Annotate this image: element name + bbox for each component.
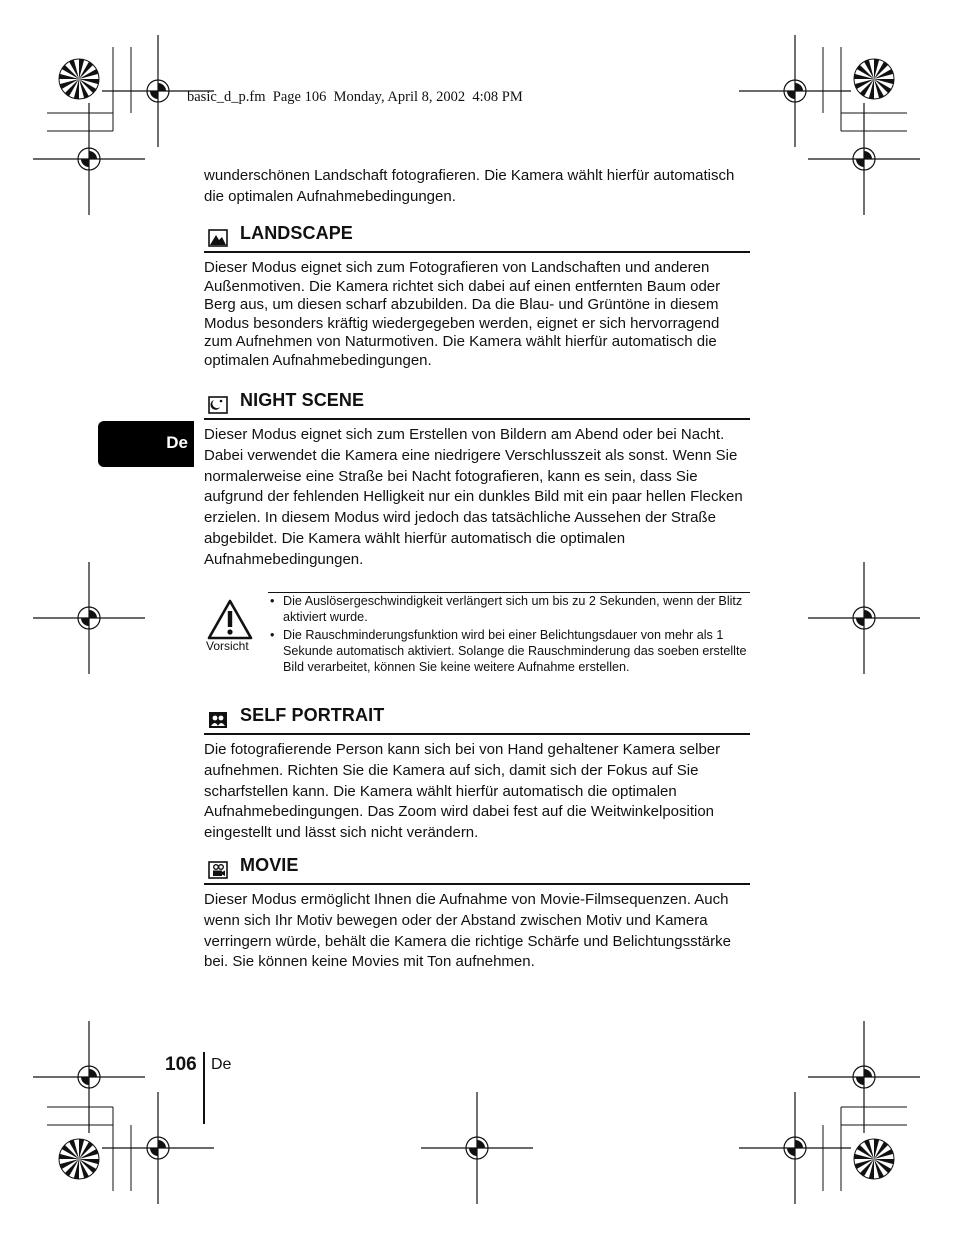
crosshair-mark xyxy=(739,35,851,147)
starburst-mark xyxy=(854,1139,894,1179)
intro-text: wunderschönen Landschaft fotografieren. Die Kamera wählt hierfür automatisch die optimalen Aufnahmebedingungen. xyxy=(204,167,735,205)
crosshair-mark xyxy=(808,562,920,674)
footer-divider xyxy=(203,1052,205,1124)
landscape-title: LANDSCAPE xyxy=(240,223,353,243)
starburst-mark xyxy=(854,59,894,99)
crosshair-mark xyxy=(421,1092,533,1204)
landscape-heading xyxy=(204,221,750,253)
landscape-body xyxy=(204,259,751,371)
starburst-mark xyxy=(59,1139,99,1179)
self-portrait-heading xyxy=(204,703,750,735)
crosshair-mark xyxy=(808,1021,920,1133)
file-slug: basic_d_p.fm Page 106 Monday, April 8, 2002 4:08 PM xyxy=(187,89,523,105)
movie-icon xyxy=(208,861,228,879)
self-portrait-title: SELF PORTRAIT xyxy=(240,705,385,725)
crosshair-mark xyxy=(33,1021,145,1133)
intro-paragraph xyxy=(204,166,751,208)
night-scene-heading xyxy=(204,388,750,420)
caution-list xyxy=(268,593,750,677)
landscape-text: Dieser Modus eignet sich zum Fotografieren von Landschaften und anderen Außenmotiven. Die Kamera richtet sich dabei auf einen entfernten Baum oder Berg aus, um diesen scharf abzubilden. Da die Blau- und Grüntöne in diesem Modus besonders kräftig wiedergegeben werden, eignet er sich hervorragend zum Aufnehmen von Naturmotiven. Die Kamera wählt hierfür automatisch die optimalen Aufnahmebedingungen. xyxy=(204,259,721,369)
warning-triangle-icon xyxy=(206,598,254,642)
movie-body xyxy=(204,890,751,973)
crosshair-mark xyxy=(33,103,145,215)
crosshair-mark xyxy=(739,1092,851,1204)
night-scene-title: NIGHT SCENE xyxy=(240,390,365,410)
self-portrait-icon xyxy=(208,711,228,729)
footer-language: De xyxy=(211,1056,232,1073)
crosshair-mark xyxy=(33,562,145,674)
movie-heading xyxy=(204,853,750,885)
movie-text: Dieser Modus ermöglicht Ihnen die Aufnahme von Movie-Filmsequenzen. Auch wenn sich Ihr Motiv bewegen oder der Abstand zwischen Motiv und Kamera verringern würde, behält die Kamera die richtige Schärfe und Belichtungsstärke bei. Sie können keine Movies mit Ton aufnehmen. xyxy=(204,891,731,971)
page-number: 106 xyxy=(165,1054,197,1075)
movie-title: MOVIE xyxy=(240,855,299,875)
crosshair-mark xyxy=(808,103,920,215)
self-portrait-body xyxy=(204,740,751,844)
night-scene-icon xyxy=(208,396,228,414)
language-tab xyxy=(98,421,194,467)
landscape-icon xyxy=(208,229,228,247)
self-portrait-text: Die fotografierende Person kann sich bei von Hand gehaltener Kamera selber aufnehmen. Richten Sie die Kamera auf sich, damit sich der Fokus auf Sie scharfstellen kann. Die Kamera wählt hierfür automatisch die optimalen Aufnahmebedingungen. Das Zoom wird dabei fest auf die Weitwinkelposition eingestellt und lässt sich nicht verändern. xyxy=(204,741,721,842)
language-tab-label: De xyxy=(166,433,188,452)
starburst-mark xyxy=(59,59,99,99)
list-item: • Die Auslösergeschwindigkeit verlängert sich um bis zu 2 Sekunden, wenn der Blitz aktiviert wurde. xyxy=(268,593,750,625)
caution-label: Vorsicht xyxy=(206,639,249,653)
list-item: • Die Rauschminderungsfunktion wird bei einer Belichtungsdauer von mehr als 1 Sekunde automatisch aktiviert. Solange die Rauschminderung das soeben erstellte Bild verarbeitet, können Sie keine weitere Aufnahme erstellen. xyxy=(268,627,750,675)
night-scene-text: Dieser Modus eignet sich zum Erstellen von Bildern am Abend oder bei Nacht. Dabei verwendet die Kamera eine niedrigere Verschlusszeit als sonst. Wenn Sie normalerweise eine Straße bei Nacht fotografieren, kann es sein, dass Sie aufgrund der fehlenden Helligkeit nur ein dunkles Bild mit ein paar hellen Flecken erzielen. In diesem Modus wird jedoch das tatsächliche Aussehen der Straße abgebildet. Die Kamera wählt hierfür automatisch die optimalen Aufnahmebedingungen. xyxy=(204,426,743,568)
night-scene-body xyxy=(204,425,751,571)
crosshair-mark xyxy=(102,1092,214,1204)
